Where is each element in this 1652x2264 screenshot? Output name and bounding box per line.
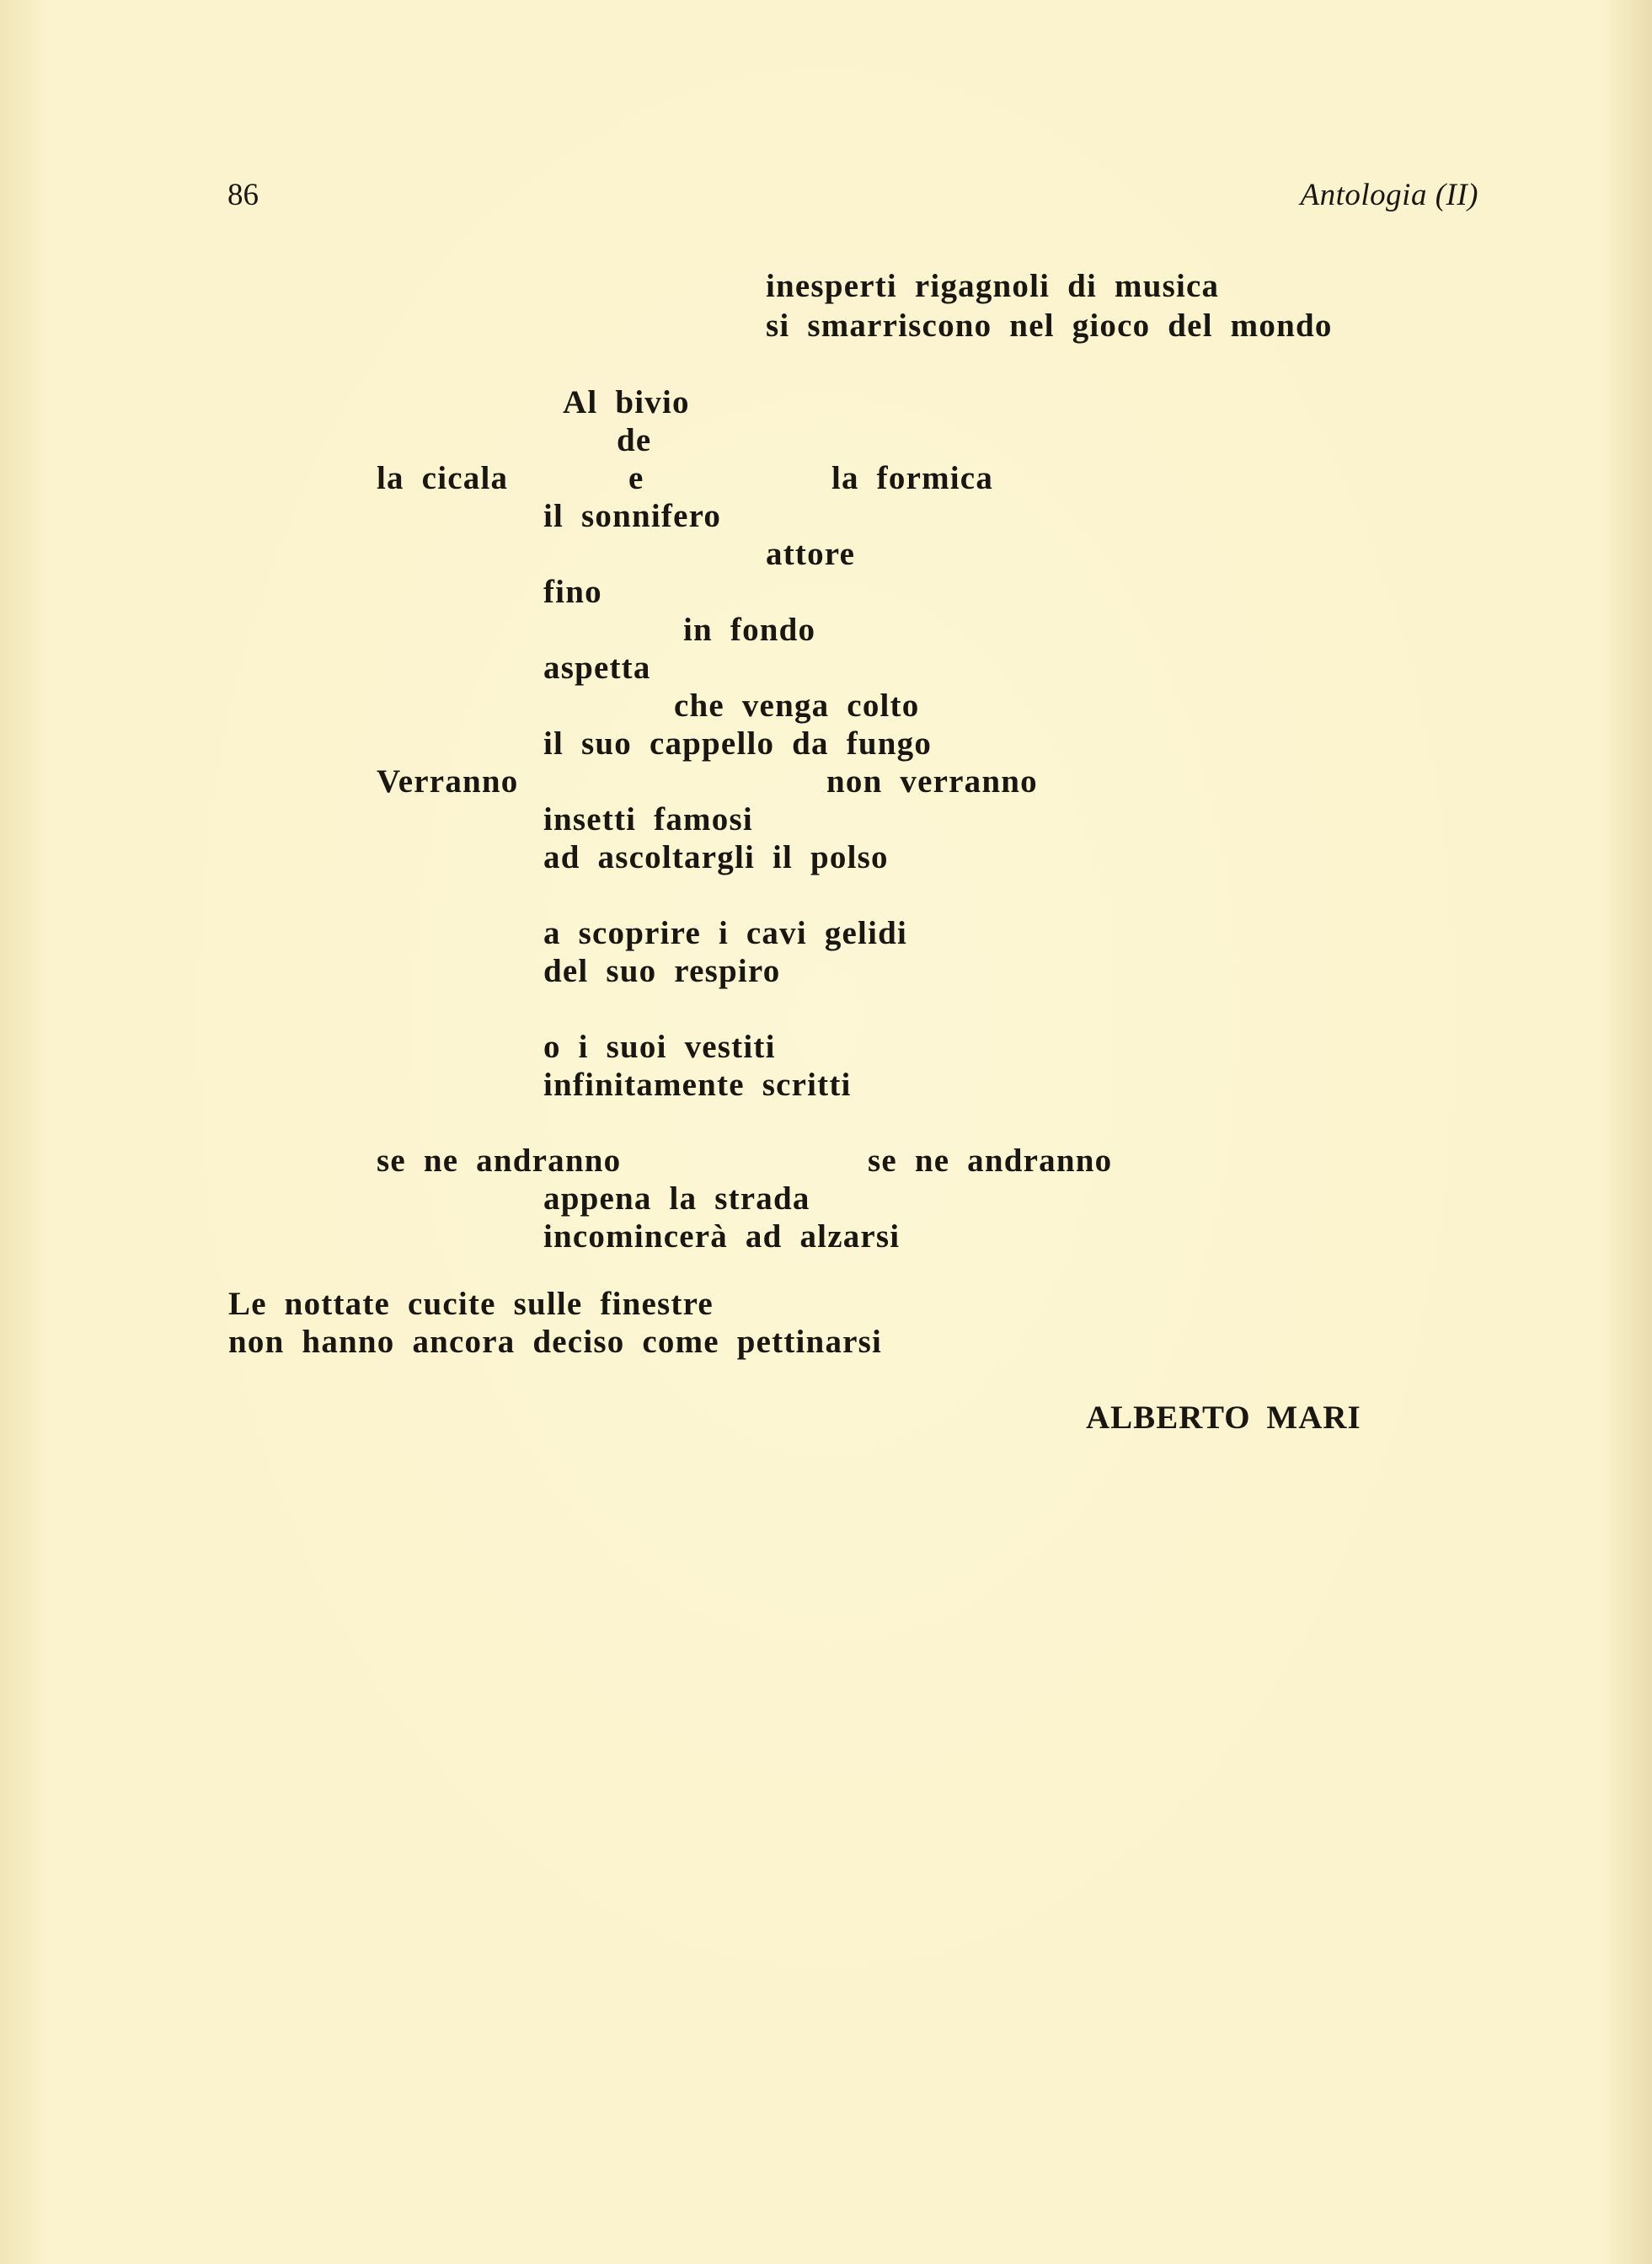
poem-line: la cicala [377, 460, 509, 496]
poem-line: la formica [831, 460, 994, 496]
poem-line: ad ascoltargli il polso [543, 839, 889, 875]
poem-line: Verranno [377, 763, 519, 800]
poem-line: de [617, 422, 652, 458]
poem-line: del suo respiro [543, 953, 781, 989]
poem-line: inesperti rigagnoli di musica [766, 268, 1220, 304]
poem-line: in fondo [683, 612, 816, 648]
poem-line: aspetta [543, 650, 651, 686]
poem-line: si smarriscono nel gioco del mondo [766, 308, 1333, 344]
poem-line: o i suoi vestiti [543, 1029, 776, 1065]
poem-line: e [628, 460, 644, 496]
poem-line: non verranno [826, 763, 1038, 800]
poem-line: insetti famosi [543, 801, 753, 838]
running-title: Antologia (II) [1300, 178, 1478, 212]
page-number: 86 [227, 178, 259, 212]
poem-line: Le nottate cucite sulle finestre [228, 1286, 714, 1322]
poem-line: a scoprire i cavi gelidi [543, 915, 908, 951]
author-signature: ALBERTO MARI [1086, 1400, 1361, 1436]
poem-line: se ne andranno [377, 1143, 622, 1179]
poem-line: fino [543, 574, 602, 610]
poem-line: attore [766, 536, 856, 572]
poem-line: non hanno ancora deciso come pettinarsi [228, 1324, 883, 1360]
poem-line: che venga colto [674, 688, 920, 724]
poem-line: appena la strada [543, 1180, 810, 1217]
poem-line: il sonnifero [543, 498, 722, 534]
poem-line: se ne andranno [868, 1143, 1113, 1179]
poem-line: Al bivio [563, 384, 690, 420]
poem-line: infinitamente scritti [543, 1067, 852, 1103]
poem-line: incomincerà ad alzarsi [543, 1218, 901, 1255]
poem-line: il suo cappello da fungo [543, 725, 933, 762]
